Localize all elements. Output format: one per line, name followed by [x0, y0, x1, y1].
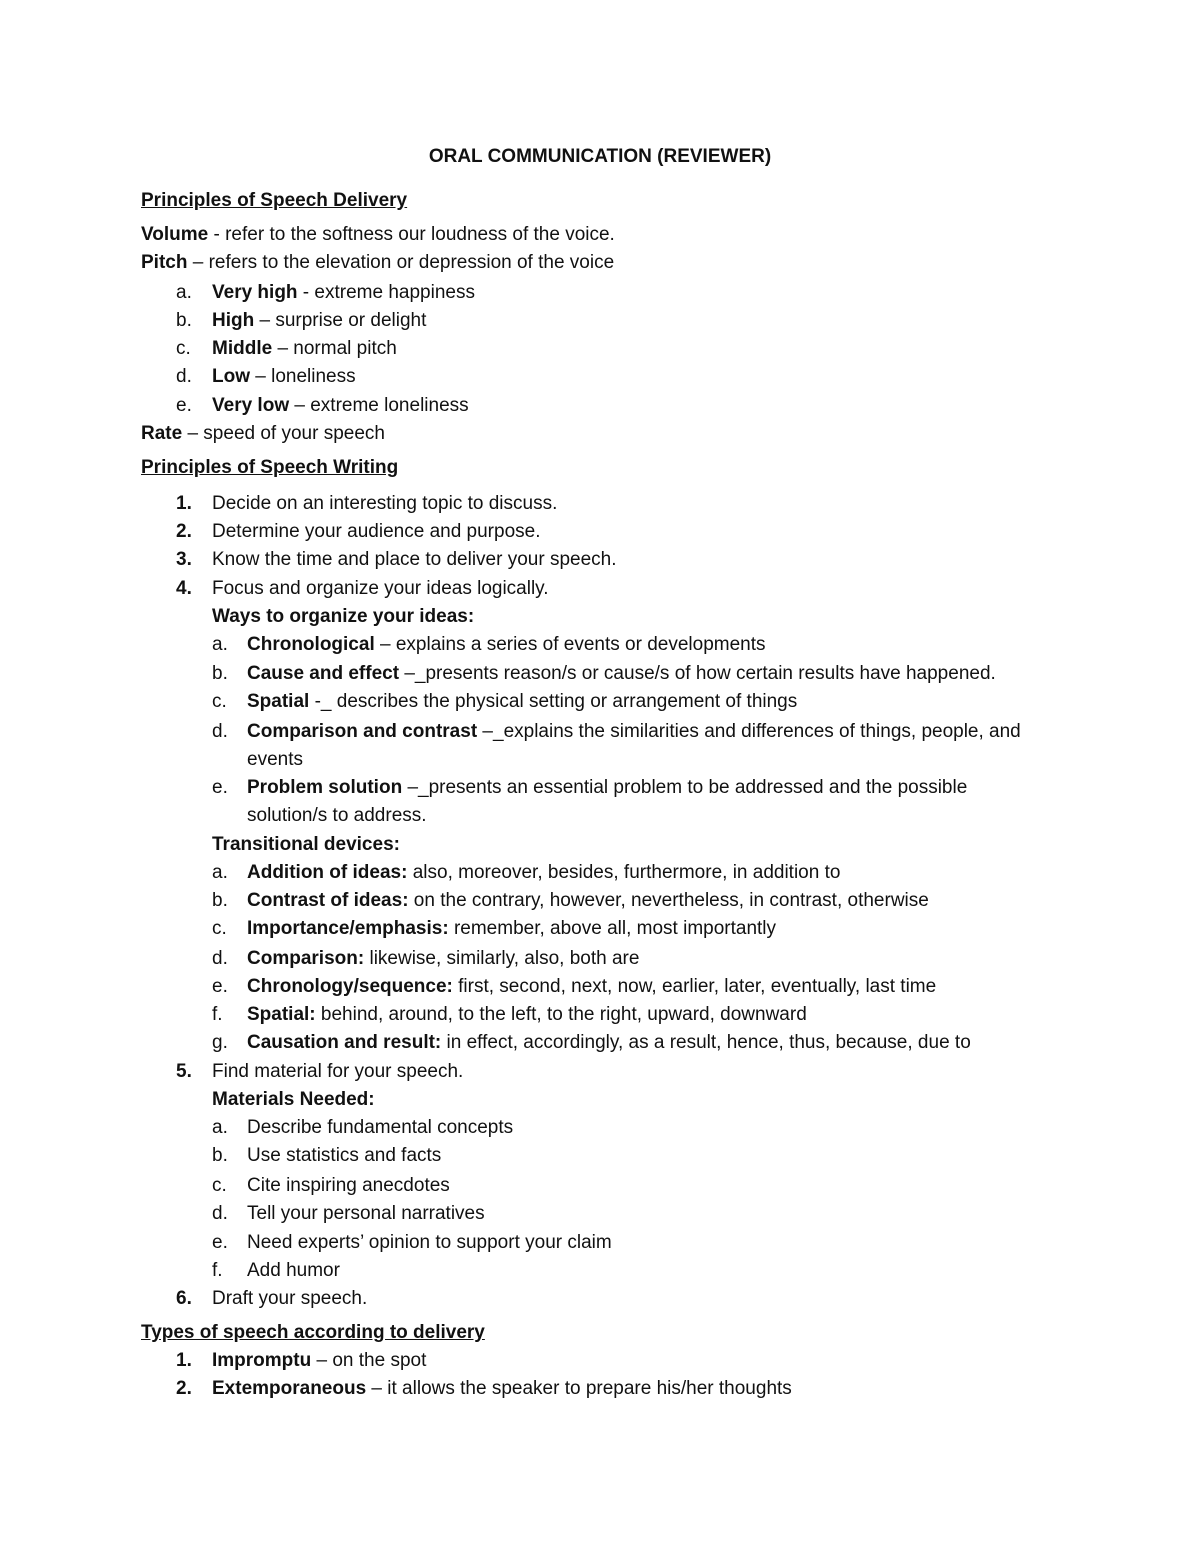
list-item-continuation: events: [247, 749, 303, 770]
list-marker: a.: [176, 282, 192, 303]
list-item: [212, 336, 397, 362]
list-item: [247, 689, 797, 715]
step-text: Draft your speech.: [212, 1288, 368, 1309]
step-number: 1.: [176, 1350, 192, 1371]
item-term: Very high: [212, 282, 298, 303]
list-item: [212, 1376, 792, 1402]
list-item: [212, 280, 475, 306]
item-def: - extreme happiness: [297, 282, 475, 303]
item-term: Middle: [212, 338, 273, 359]
list-marker: d.: [212, 721, 228, 742]
step-number: 2.: [176, 521, 192, 542]
item-def: on the contrary, however, nevertheless, in contrast, otherwise: [408, 890, 929, 911]
item-def: – loneliness: [250, 366, 356, 387]
list-marker: e.: [176, 395, 192, 416]
item-term: Spatial:: [247, 1004, 316, 1025]
list-item: [247, 632, 766, 658]
item-term: Impromptu: [212, 1350, 312, 1371]
list-marker: g.: [212, 1032, 228, 1053]
step-number: 2.: [176, 1378, 192, 1399]
pitch-line: [141, 250, 614, 276]
step-text: Focus and organize your ideas logically.: [212, 578, 549, 599]
item-term: Chronological: [247, 634, 375, 655]
item-term: Problem solution: [247, 777, 403, 798]
list-item: Tell your personal narratives: [247, 1203, 485, 1224]
step-number: 3.: [176, 549, 192, 570]
list-item: [247, 661, 996, 687]
item-def: likewise, similarly, also, both are: [364, 948, 640, 969]
item-term: Comparison and contrast: [247, 721, 478, 742]
list-marker: e.: [212, 1232, 228, 1253]
item-def: behind, around, to the left, to the right, upward, downward: [315, 1004, 807, 1025]
item-def: remember, above all, most importantly: [448, 918, 777, 939]
list-marker: c.: [212, 691, 227, 712]
step-number: 4.: [176, 578, 192, 599]
list-item: [247, 719, 1021, 745]
list-item: [212, 308, 426, 334]
list-item: Add humor: [247, 1260, 340, 1281]
list-item: [212, 393, 469, 419]
list-marker: a.: [212, 634, 228, 655]
materials-heading: Materials Needed:: [212, 1089, 375, 1110]
item-def: – on the spot: [311, 1350, 427, 1371]
item-def: -_ describes the physical setting or arrangement of things: [309, 691, 798, 712]
volume-line: [141, 222, 615, 248]
step-number: 5.: [176, 1061, 192, 1082]
list-item: Describe fundamental concepts: [247, 1117, 514, 1138]
section-heading-delivery: Principles of Speech Delivery: [141, 190, 408, 211]
list-item: [247, 1002, 807, 1028]
section-heading-types: Types of speech according to delivery: [141, 1322, 485, 1343]
item-def: –_presents reason/s or cause/s of how certain results have happened.: [399, 663, 996, 684]
rate-def: – speed of your speech: [182, 423, 385, 444]
list-marker: b.: [212, 1145, 228, 1166]
item-def: first, second, next, now, earlier, later, eventually, last time: [452, 976, 937, 997]
list-marker: e.: [212, 777, 228, 798]
list-item: [212, 364, 356, 390]
list-item: [212, 1348, 426, 1374]
list-marker: b.: [176, 310, 192, 331]
item-term: Low: [212, 366, 250, 387]
rate-line: [141, 421, 385, 447]
list-marker: c.: [176, 338, 191, 359]
list-item: Need experts’ opinion to support your claim: [247, 1232, 612, 1253]
step-number: 6.: [176, 1288, 192, 1309]
ways-heading: Ways to organize your ideas:: [212, 606, 475, 627]
list-marker: f.: [212, 1260, 223, 1281]
pitch-term: Pitch: [141, 252, 188, 273]
list-marker: a.: [212, 1117, 228, 1138]
list-marker: f.: [212, 1004, 223, 1025]
item-term: Importance/emphasis:: [247, 918, 449, 939]
step-number: 1.: [176, 493, 192, 514]
item-def: also, moreover, besides, furthermore, in addition to: [407, 862, 841, 883]
item-def: – surprise or delight: [254, 310, 427, 331]
list-marker: d.: [212, 1203, 228, 1224]
item-term: Extemporaneous: [212, 1378, 367, 1399]
list-item: [247, 916, 776, 942]
list-marker: e.: [212, 976, 228, 997]
list-item: [247, 775, 967, 801]
list-item-continuation: solution/s to address.: [247, 805, 427, 826]
item-term: Very low: [212, 395, 290, 416]
item-def: – normal pitch: [272, 338, 397, 359]
volume-def: - refer to the softness our loudness of the voice.: [208, 224, 615, 245]
transitional-heading: Transitional devices:: [212, 834, 400, 855]
item-term: High: [212, 310, 255, 331]
list-item: Cite inspiring anecdotes: [247, 1175, 450, 1196]
item-def: –_explains the similarities and differences of things, people, and: [477, 721, 1021, 742]
list-item: [247, 974, 936, 1000]
list-item: Use statistics and facts: [247, 1145, 442, 1166]
list-marker: c.: [212, 1175, 227, 1196]
item-def: – it allows the speaker to prepare his/her thoughts: [366, 1378, 792, 1399]
item-term: Spatial: [247, 691, 310, 712]
item-term: Contrast of ideas:: [247, 890, 409, 911]
step-text: Determine your audience and purpose.: [212, 521, 541, 542]
item-term: Causation and result:: [247, 1032, 442, 1053]
item-def: – explains a series of events or developments: [374, 634, 766, 655]
list-marker: d.: [212, 948, 228, 969]
item-term: Comparison:: [247, 948, 365, 969]
list-marker: b.: [212, 890, 228, 911]
document-title: ORAL COMMUNICATION (REVIEWER): [428, 146, 772, 167]
section-heading-writing: Principles of Speech Writing: [141, 457, 399, 478]
volume-term: Volume: [141, 224, 209, 245]
item-def: in effect, accordingly, as a result, hence, thus, because, due to: [441, 1032, 971, 1053]
list-item: [247, 888, 929, 914]
step-text: Decide on an interesting topic to discuss.: [212, 493, 558, 514]
list-item: [247, 860, 840, 886]
list-item: [247, 946, 639, 972]
item-term: Addition of ideas:: [247, 862, 408, 883]
list-marker: b.: [212, 663, 228, 684]
list-marker: c.: [212, 918, 227, 939]
list-marker: d.: [176, 366, 192, 387]
item-term: Chronology/sequence:: [247, 976, 453, 997]
list-marker: a.: [212, 862, 228, 883]
item-def: –_presents an essential problem to be addressed and the possible: [402, 777, 968, 798]
pitch-def: – refers to the elevation or depression of the voice: [187, 252, 615, 273]
step-text: Find material for your speech.: [212, 1061, 464, 1082]
item-def: – extreme loneliness: [289, 395, 469, 416]
list-item: [247, 1030, 971, 1056]
rate-term: Rate: [141, 423, 183, 444]
item-term: Cause and effect: [247, 663, 400, 684]
step-text: Know the time and place to deliver your speech.: [212, 549, 617, 570]
